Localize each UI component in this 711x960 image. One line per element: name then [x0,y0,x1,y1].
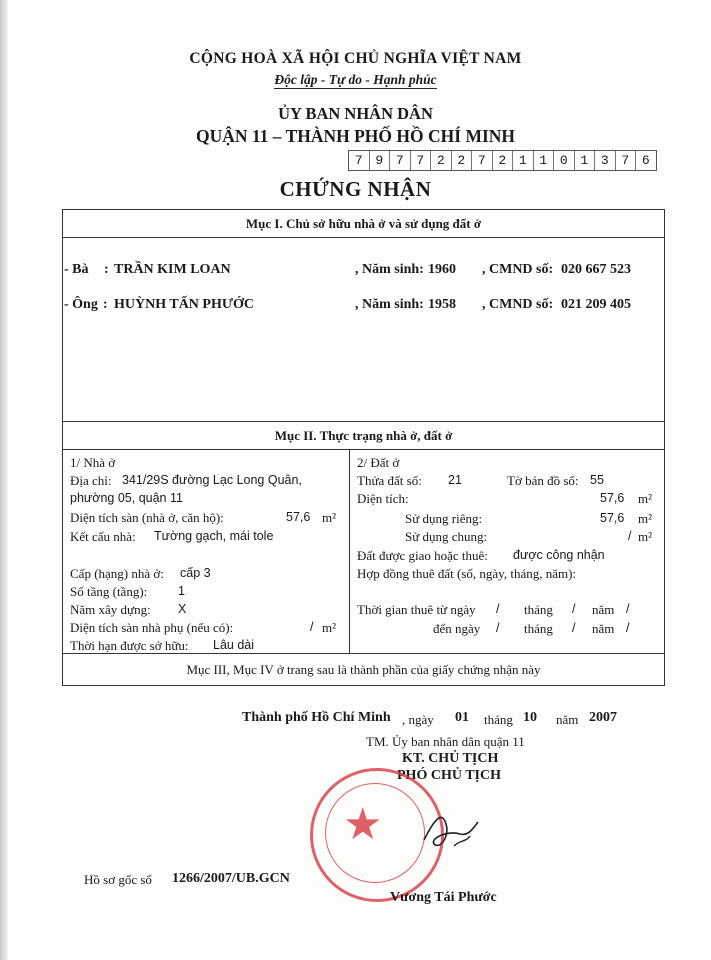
signer-name: Vương Tái Phước [390,890,497,905]
motto [0,72,711,88]
serial-digit: 2 [493,151,514,170]
unit-m2: m² [322,620,337,635]
document-title: CHỨNG NHẬN [279,177,432,201]
house-year: X [178,602,187,616]
owner-id-label: , CMND số: [482,262,554,277]
divider [62,237,665,238]
serial-digit: 1 [513,151,534,170]
serial-digit: 7 [472,151,493,170]
owner-sep: : [103,297,108,312]
column-divider [349,449,350,653]
owner-birth-label: , Năm sinh: [355,297,424,312]
sign-day-label: , ngày [402,712,434,727]
house-term-label: Thời hạn được sở hữu: [70,638,189,653]
house-floor-area: 57,6 [286,510,311,524]
house-grade: cấp 3 [180,566,211,580]
lease-to-month: / [572,621,576,635]
lease-from-day: / [496,602,500,616]
file-ref-value: 1266/2007/UB.GCN [172,871,290,886]
serial-digit: 9 [370,151,391,170]
lease-from-year: / [626,602,630,616]
land-heading: 2/ Đất ở [357,455,400,470]
owner-birth: 1960 [428,262,456,277]
owner-sep: : [104,262,109,277]
serial-number [348,150,657,171]
land-parcel: 21 [448,473,462,487]
house-address-line2: phường 05, quận 11 [70,491,183,505]
serial-digit: 6 [641,153,650,168]
house-floor-area-label: Diện tích sàn (nhà ở, căn hộ): [70,510,224,525]
house-floors: 1 [178,584,185,598]
seal-star-icon: ★ [343,799,383,850]
lease-to-label: đến ngày [433,621,481,636]
unit-m2: m² [638,511,653,526]
serial-digit: 1 [575,151,596,170]
unit-m2: m² [638,491,653,506]
motto-text: Độc lập - Tự do - Hạnh phúc [274,72,437,87]
section1-title: Mục I. Chủ sở hữu nhà ở và sử dụng đất ở [245,216,482,231]
serial-digit: 2 [452,151,473,170]
serial-digit: 7 [411,151,432,170]
land-map: 55 [590,473,604,487]
serial-digit: 7 [616,151,637,170]
lease-from-label: Thời gian thuê từ ngày [357,602,476,617]
lease-to-day: / [496,621,500,635]
owner-id: 021 209 405 [561,297,631,312]
committee-title: ỦY BAN NHÂN DÂN [278,104,433,123]
file-ref-label: Hồ sơ gốc số [84,872,152,887]
land-private-label: Sử dụng riêng: [405,511,483,526]
house-address-label: Địa chỉ: [70,473,112,488]
sign-on-behalf: TM. Ủy ban nhân dân quận 11 [366,734,525,749]
house-grade-label: Cấp (hạng) nhà ở: [70,566,164,581]
lease-to-month-label: tháng [524,621,553,636]
lease-from-year-label: năm [592,602,615,617]
district-title: QUẬN 11 – THÀNH PHỐ HỒ CHÍ MINH [195,126,516,146]
serial-digit: 1 [534,151,555,170]
sign-day: 01 [455,710,469,725]
sign-vice: PHÓ CHỦ TỊCH [397,768,501,783]
serial-digit: 2 [431,151,452,170]
land-parcel-label: Thửa đất số: [357,473,422,488]
house-aux-area-label: Diện tích sàn nhà phụ (nếu có): [70,620,234,635]
land-shared-label: Sử dụng chung: [405,529,488,544]
sign-month: 10 [523,710,537,725]
owner-id: 020 667 523 [561,262,631,277]
owner-prefix: - Ông [64,297,98,312]
serial-digit: 7 [349,151,370,170]
lease-to-year: / [626,621,630,635]
owner-birth: 1958 [428,297,456,312]
land-area-label: Diện tích: [357,491,409,506]
house-aux-area: / [310,620,314,634]
sign-city: Thành phố Hồ Chí Minh [242,710,391,725]
house-floors-label: Số tầng (tầng): [70,584,148,599]
house-heading: 1/ Nhà ở [70,455,116,470]
sign-year-label: năm [556,712,579,727]
owner-prefix: - Bà [64,262,89,277]
serial-digit: 0 [554,151,575,170]
sign-year: 2007 [589,710,617,725]
house-structure-label: Kết cấu nhà: [70,529,136,544]
land-allocation-label: Đất được giao hoặc thuê: [357,548,488,563]
lease-to-year-label: năm [592,621,615,636]
divider [62,449,665,450]
sign-kt: KT. CHỦ TỊCH [402,751,499,766]
land-shared: / [628,529,632,543]
unit-m2: m² [322,510,337,525]
divider [62,421,665,422]
land-area: 57,6 [600,491,625,505]
lease-from-month: / [572,602,576,616]
land-lease-label: Hợp đồng thuê đất (số, ngày, tháng, năm): [357,566,577,581]
serial-digit: 3 [595,151,616,170]
continuation-note: Mục III, Mục IV ở trang sau là thành phần của giấy chứng nhận này [186,662,541,677]
land-map-label: Tờ bản đồ số: [507,473,579,488]
country-name: CỘNG HOÀ XÃ HỘI CHỦ NGHĨA VIỆT NAM [189,50,522,67]
land-allocation: được công nhận [513,548,605,562]
owner-name: TRẦN KIM LOAN [114,262,231,277]
sign-month-label: tháng [484,712,513,727]
house-term: Lâu dài [213,638,255,652]
house-structure: Tường gạch, mái tole [154,529,274,543]
serial-digit: 7 [390,151,411,170]
owner-id-label: , CMND số: [482,297,554,312]
unit-m2: m² [638,529,653,544]
house-year-label: Năm xây dựng: [70,602,151,617]
section2-title: Mục II. Thực trạng nhà ở, đất ở [274,428,453,443]
owner-name: HUỲNH TẤN PHƯỚC [114,297,254,312]
house-address-line1: 341/29S đường Lạc Long Quân, [122,473,302,487]
lease-from-month-label: tháng [524,602,553,617]
handwritten-signature [420,800,490,860]
owner-birth-label: , Năm sinh: [355,262,424,277]
land-private: 57,6 [600,511,625,525]
